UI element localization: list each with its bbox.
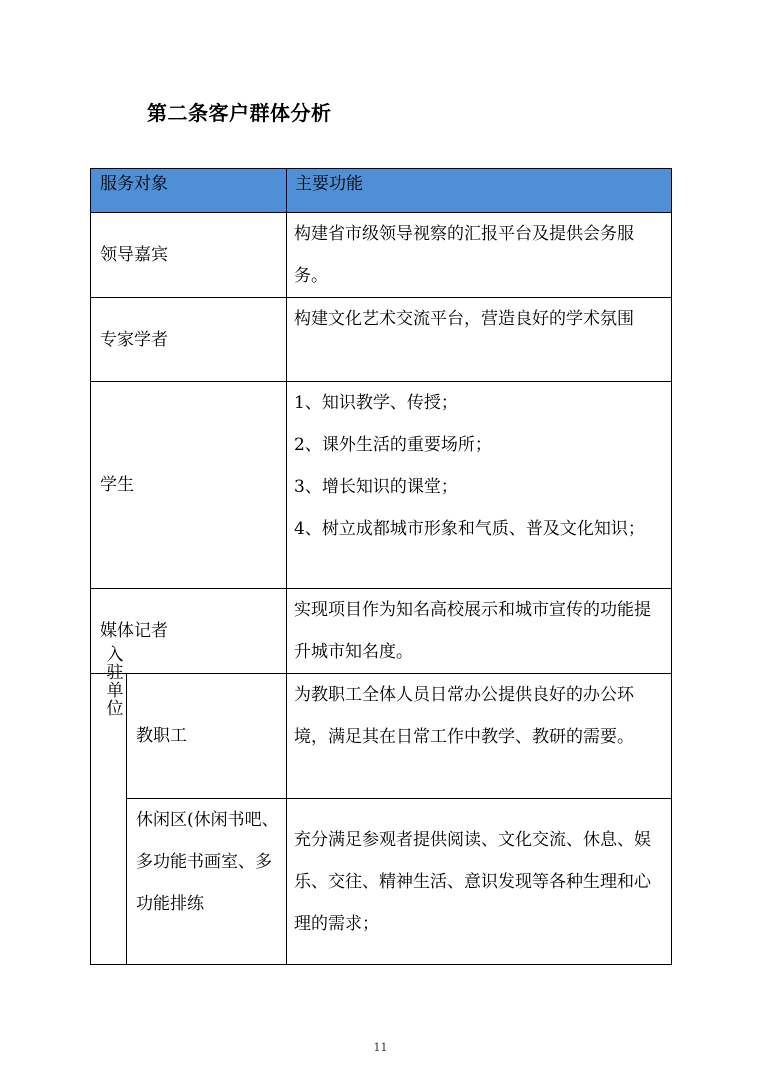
section-heading: 第二条客户群体分析 [147,101,332,125]
target-cell: 学生 [91,382,287,589]
table-row [91,213,672,298]
function-cell: 构建省市级领导视察的汇报平台及提供会务服务。 [287,213,672,298]
target-cell: 教职工 [127,674,287,799]
unit-label-char: 驻 [106,663,124,683]
table-row [91,799,672,965]
list-item: 1、知识教学、传授； [294,393,458,413]
list-item: 2、课外生活的重要场所； [294,435,492,455]
function-cell-list [287,382,672,589]
customer-analysis-table [90,168,672,965]
function-cell: 构建文化艺术交流平台，营造良好的学术氛围 [287,298,672,382]
table-row [91,589,672,674]
table-row [91,382,672,589]
unit-label-char: 入 [106,645,124,665]
table-row [91,674,672,799]
list-item: 3、增长知识的课堂； [294,477,458,497]
target-cell: 休闲区(休闲书吧、多功能书画室、多功能排练 [127,799,287,965]
function-cell: 为教职工全体人员日常办公提供良好的办公环境，满足其在日常工作中教学、教研的需要。 [287,674,672,799]
unit-label-char: 位 [106,699,124,719]
table-header-row [91,169,672,213]
list-item: 4、树立成都城市形象和气质、普及文化知识； [294,519,645,539]
header-service-target: 服务对象 [91,169,287,213]
unit-label-char: 单 [106,681,124,701]
function-cell: 实现项目作为知名高校展示和城市宣传的功能提升城市知名度。 [287,589,672,674]
target-cell: 领导嘉宾 [91,213,287,298]
header-main-function: 主要功能 [287,169,672,213]
unit-group-label [91,645,127,965]
function-cell: 充分满足参观者提供阅读、文化交流、休息、娱乐、交往、精神生活、意识发现等各种生理和心理的需求； [287,799,672,965]
target-cell: 专家学者 [91,298,287,382]
target-cell: 媒体记者 [91,589,287,674]
table-row [91,298,672,382]
page-number: 11 [373,1041,388,1054]
